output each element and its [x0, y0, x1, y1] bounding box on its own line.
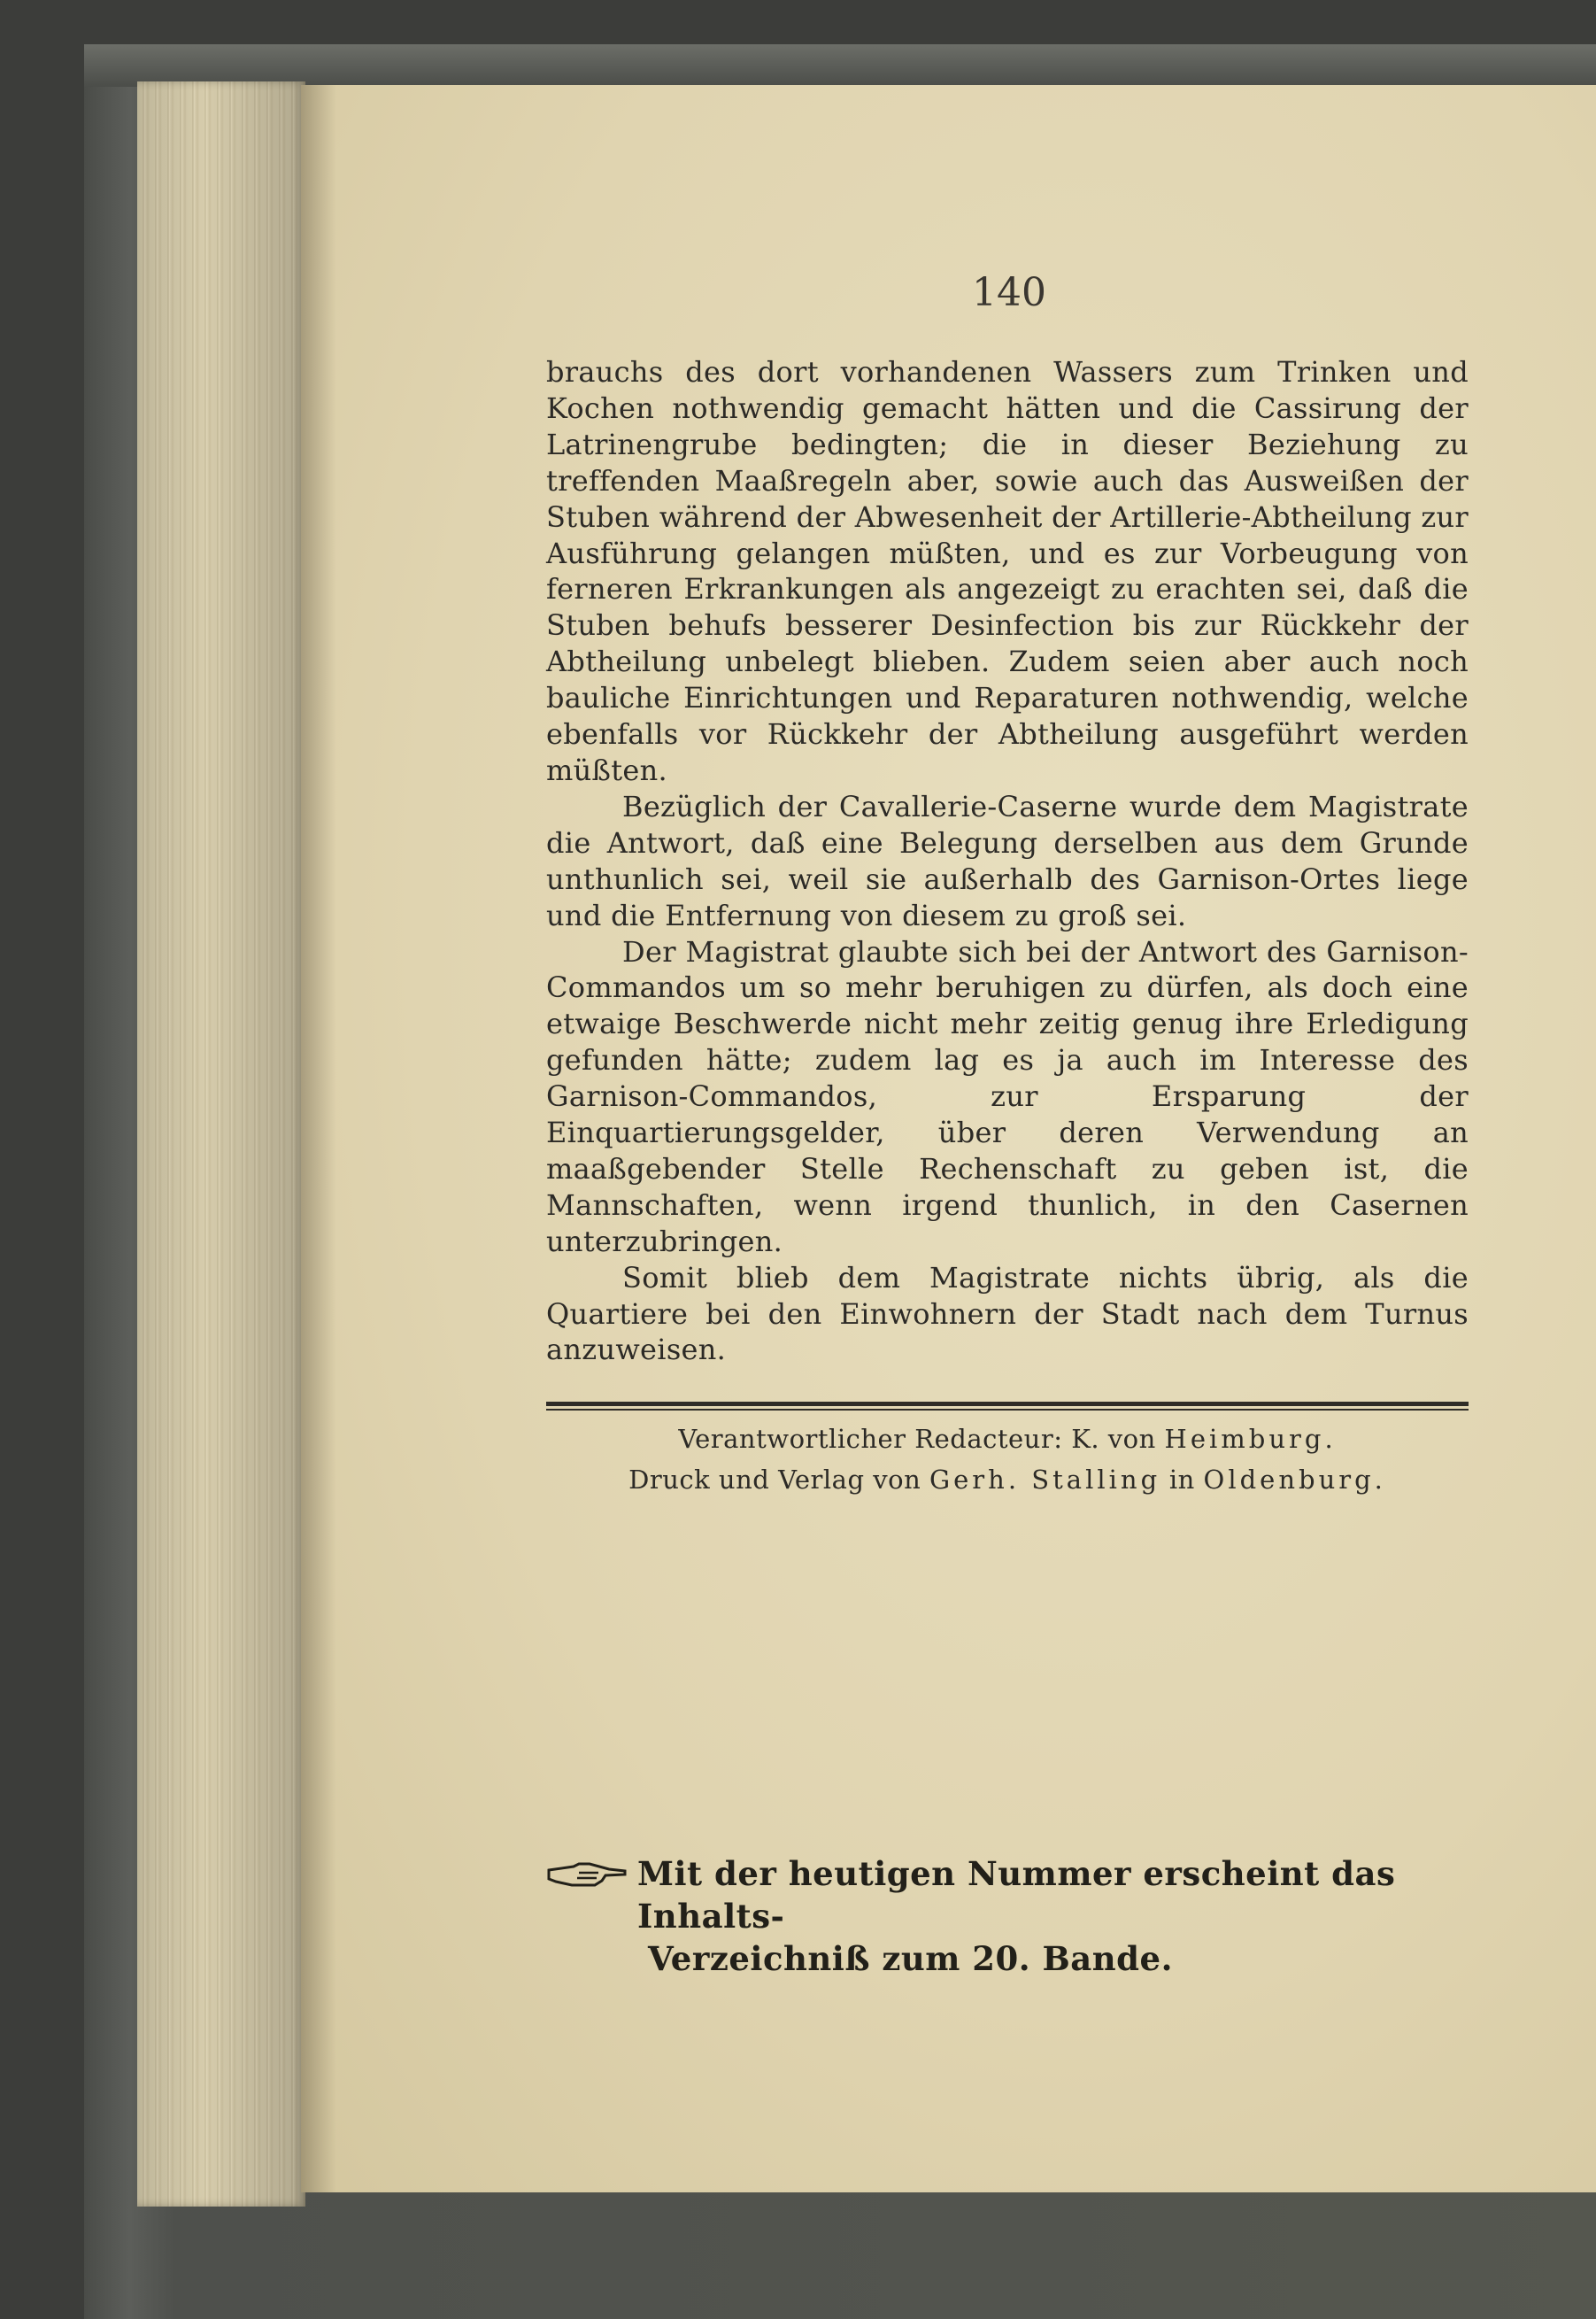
publisher-label: Druck und Verlag von [628, 1465, 921, 1495]
publisher-name: Gerh. Stalling [929, 1465, 1161, 1495]
page-edges-shading [137, 81, 305, 2207]
imprint-editor [546, 1424, 1469, 1454]
publisher-city: Oldenburg. [1203, 1465, 1386, 1495]
paragraph-2: Bezüglich der Cavallerie-Caserne wurde dem Magistrate die Antwort, daß eine Belegung derselben aus dem Grunde unthunlich sei, weil sie außerhalb des Garnison-Ortes liege und die Entfernung von diesem zu groß sei. [546, 789, 1469, 932]
body-text [546, 354, 1469, 1368]
book-binding-strip [84, 44, 1596, 87]
editor-name: Heimburg. [1164, 1424, 1337, 1454]
page-number: 140 [972, 270, 1046, 315]
editor-label: Verantwortlicher Redacteur: K. von [678, 1424, 1156, 1454]
publisher-in: in [1168, 1465, 1195, 1495]
paragraph-1: brauchs des dort vorhandenen Wassers zum Trinken und Kochen nothwendig gemacht hätten und die Cassirung der Latrinengrube bedingten; die in dieser Beziehung zu treffenden Maaßregeln aber, sowie auch das Ausweißen der Stuben während der Abwesenheit der Artillerie-Abtheilung zur Ausführung gelangen müßten, und es zur Vorbeugung von ferneren Erkrankungen als angezeigt zu erachten sei, daß die Stuben behufs besserer Desinfection bis zur Rückkehr der Abtheilung unbelegt blieben. Zudem seien aber auch noch bauliche Einrichtungen und Reparaturen nothwendig, welche ebenfalls vor Rückkehr der Abtheilung ausgeführt werden müßten. [546, 355, 1469, 787]
paragraph-3: Der Magistrat glaubte sich bei der Antwort des Garnison-Commandos um so mehr beruhigen zu dürfen, als doch eine etwaige Beschwerde nicht mehr zeitig genug ihre Erledigung gefunden hätte; zudem lag es ja auch im Interesse des Garnison-Commandos, zur Ersparung der Einquartierungsgelder, über deren Verwendung an maaßgebender Stelle Rechenschaft zu geben ist, die Mannschaften, wenn irgend thunlich, in den Casernen unterzubringen. [546, 934, 1469, 1258]
paragraph-4: Somit blieb dem Magistrate nichts übrig, als die Quartiere bei den Einwohnern der Stadt nach dem Turnus anzuweisen. [546, 1260, 1469, 1367]
imprint-publisher [546, 1465, 1469, 1495]
double-rule-divider [546, 1402, 1469, 1411]
gutter-shadow [301, 85, 336, 2192]
notice-line-2: Verzeichniß zum 20. Bande. [648, 1939, 1173, 1978]
notice-index-announcement [637, 1852, 1487, 1980]
pointing-hand-icon [547, 1861, 627, 1888]
notice-line-1: Mit der heutigen Nummer erscheint das Inhalts- [637, 1854, 1396, 1936]
